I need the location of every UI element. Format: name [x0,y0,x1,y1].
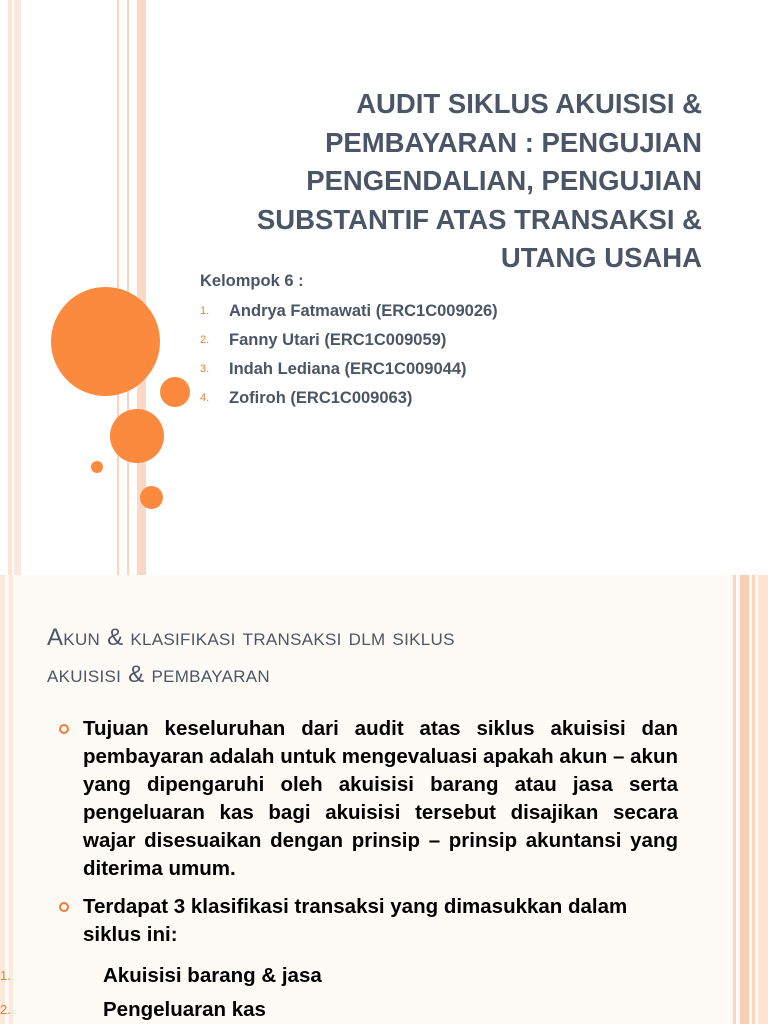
decorative-stripe [0,575,5,1024]
title-line: Akun & klasifikasi transaksi dlm siklus [47,624,455,651]
ring-bullet-icon [59,724,69,734]
decorative-stripe [9,575,13,1024]
decorative-stripe [758,575,768,1024]
bullet-text: Tujuan keseluruhan dari audit atas siklus akuisisi dan pembayaran adalah untuk mengevaluasi apakah akun – akun yang dipengaruhi oleh akuisisi barang atau jasa serta pengeluaran kas bagi akuisisi tersebut disajikan secara wajar disesuaikan dengan prinsip – prinsip akuntansi yang diterima umum. [83,717,678,880]
member-item [200,326,720,355]
title-line: AUDIT SIKLUS AKUISISI & [356,88,702,119]
presentation-title [190,85,702,278]
bullet-text: Terdapat 3 klasifikasi transaksi yang dimasukkan dalam siklus ini: [83,895,628,946]
decorative-stripe [14,0,21,575]
decorative-circle-large [51,287,160,396]
slide-content [0,715,678,1024]
group-label: Kelompok 6 : [200,272,304,290]
list-number: 1. [200,305,210,317]
member-name: Zofiroh (ERC1C009063) [229,389,413,407]
decorative-stripe [752,575,755,1024]
decorative-circle-small [160,377,190,407]
decorative-circle-dot [91,461,103,473]
decorative-stripe [740,575,749,1024]
list-number: 2. [0,1002,11,1017]
content-slide [0,575,768,1024]
title-line: UTANG USAHA [500,242,702,273]
list-item-text: Pengeluaran kas [103,998,266,1021]
member-item [200,297,720,326]
title-line: akuisisi & pembayaran [47,661,271,688]
list-item-text: Akuisisi barang & jasa [103,964,322,987]
decorative-stripe [733,575,736,1024]
bullet-item [58,893,678,949]
member-name: Andrya Fatmawati (ERC1C009026) [229,302,498,320]
member-item [200,355,720,384]
bullet-item [58,715,678,883]
member-list [200,297,720,413]
group-info [200,272,720,413]
slide-title [47,619,707,693]
list-item [0,993,678,1024]
decorative-stripe [8,0,12,575]
title-line: PENGENDALIAN, PENGUJIAN [306,165,702,196]
list-number: 2. [200,334,210,346]
decorative-circle-medium [110,409,164,463]
list-number: 1. [0,968,11,983]
title-line: PEMBAYARAN : PENGUJIAN [325,126,702,158]
decorative-circle-small [140,486,163,509]
list-item [0,959,678,993]
classification-list [0,959,678,1024]
member-name: Fanny Utari (ERC1C009059) [229,331,447,349]
member-item [200,384,720,413]
list-number: 3. [200,363,210,375]
member-name: Indah Lediana (ERC1C009044) [229,360,467,378]
list-number: 4. [200,392,210,404]
ring-bullet-icon [59,902,69,912]
title-line: SUBSTANTIF ATAS TRANSAKSI & [256,203,702,235]
decorative-stripe [127,0,129,575]
